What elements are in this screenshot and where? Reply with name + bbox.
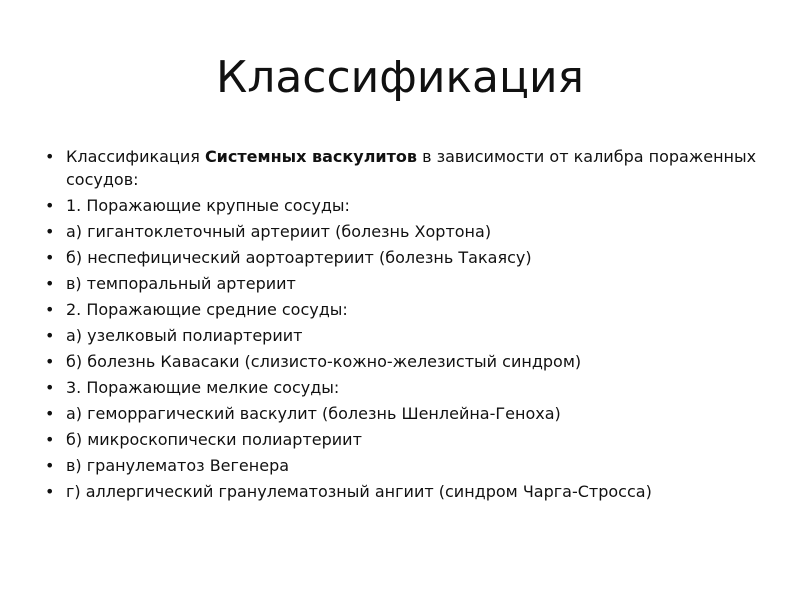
- bullet-item: [44, 324, 764, 347]
- bullet-item: [44, 402, 764, 425]
- bullet-text: 3. Поражающие мелкие сосуды:: [66, 378, 340, 397]
- bullet-text: а) гигантоклеточный артериит (болезнь Хортона): [66, 222, 492, 241]
- bullet-dot-icon: •: [45, 248, 55, 267]
- intro-text-after: в зависимости от калибра пораженных сосудов:: [66, 147, 757, 189]
- bullet-list: [44, 145, 764, 506]
- bullet-dot-icon: •: [45, 300, 55, 319]
- bullet-text: б) болезнь Кавасаки (слизисто-кожно-железистый синдром): [66, 352, 582, 371]
- bullet-text: б) микроскопически полиартериит: [66, 430, 362, 449]
- bullet-text: а) узелковый полиартериит: [66, 326, 303, 345]
- intro-text-bold: Системных васкулитов: [204, 147, 418, 166]
- bullet-dot-icon: •: [45, 430, 55, 449]
- bullet-item: [44, 350, 764, 373]
- bullet-item: [44, 480, 764, 503]
- bullet-dot-icon: •: [45, 222, 55, 241]
- bullet-item: [44, 246, 764, 269]
- bullet-dot-icon: •: [45, 274, 55, 293]
- bullet-item: [44, 428, 764, 451]
- bullet-dot-icon: •: [45, 482, 55, 501]
- bullet-dot-icon: •: [45, 404, 55, 423]
- bullet-intro: [44, 145, 764, 191]
- bullet-item: [44, 194, 764, 217]
- bullet-dot-icon: •: [45, 352, 55, 371]
- bullet-text: б) неспефицический аортоартериит (болезнь Такаясу): [66, 248, 532, 267]
- bullet-item: [44, 220, 764, 243]
- bullet-dot-icon: •: [45, 326, 55, 345]
- bullet-text: в) гранулематоз Вегенера: [66, 456, 290, 475]
- bullet-text: в) темпоральный артериит: [66, 274, 296, 293]
- slide-title: Классификация: [215, 52, 585, 103]
- bullet-text: а) геморрагический васкулит (болезнь Шенлейна-Геноха): [66, 404, 561, 423]
- bullet-dot-icon: •: [45, 378, 55, 397]
- bullet-item: [44, 298, 764, 321]
- intro-text-before: Классификация: [66, 147, 205, 166]
- bullet-item: [44, 376, 764, 399]
- bullet-item: [44, 272, 764, 295]
- bullet-text: 2. Поражающие средние сосуды:: [66, 300, 348, 319]
- bullet-text: г) аллергический гранулематозный ангиит (синдром Чарга-Стросса): [66, 482, 652, 501]
- bullet-dot-icon: •: [45, 456, 55, 475]
- bullet-text: 1. Поражающие крупные сосуды:: [66, 196, 350, 215]
- bullet-dot-icon: •: [45, 196, 55, 215]
- bullet-dot-icon: •: [45, 147, 55, 166]
- bullet-item: [44, 454, 764, 477]
